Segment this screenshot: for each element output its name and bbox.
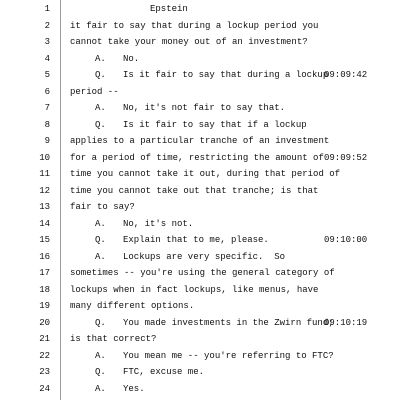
- line-text: No, it's not fair to say that.: [123, 103, 286, 113]
- line-number: 15: [39, 235, 50, 245]
- line-number: 19: [39, 301, 50, 311]
- line-number: 17: [39, 268, 50, 278]
- line-text: time you cannot take out that tranche; is that: [70, 185, 319, 196]
- speaker-label: Q.: [95, 235, 106, 245]
- transcript-line: [0, 199, 400, 215]
- line-number: 10: [39, 152, 50, 163]
- line-number: 1: [44, 4, 50, 14]
- transcript-line: [0, 282, 400, 298]
- line-number: 23: [39, 367, 50, 377]
- speaker-label: Q.: [95, 367, 106, 377]
- speaker-label: A.: [95, 350, 106, 361]
- line-number: 4: [44, 53, 50, 64]
- line-text: cannot take your money out of an investment?: [70, 37, 308, 47]
- line-text: You made investments in the Zwirn fund;: [123, 317, 334, 328]
- timestamp: 09:10:00: [324, 235, 368, 245]
- line-text: Is it fair to say that if a lockup: [123, 119, 307, 130]
- page-header-name: Epstein: [150, 4, 188, 14]
- transcript-line: [0, 84, 400, 100]
- line-number: 8: [44, 119, 50, 130]
- line-number: 18: [39, 284, 50, 295]
- transcript-line: [0, 51, 400, 67]
- line-text: You mean me -- you're referring to FTC?: [123, 350, 334, 361]
- line-text: is that correct?: [70, 334, 157, 344]
- speaker-label: Q.: [95, 70, 106, 80]
- transcript-line: [0, 249, 400, 265]
- line-text: No, it's not.: [123, 218, 194, 229]
- line-number: 2: [44, 20, 50, 31]
- line-number: 21: [39, 334, 50, 344]
- transcript-line: [0, 364, 400, 380]
- line-number: 24: [39, 383, 50, 394]
- line-text: No.: [123, 53, 140, 64]
- line-text: many different options.: [70, 301, 195, 311]
- transcript-line: [0, 18, 400, 34]
- transcript-line: [0, 265, 400, 281]
- transcript-line: [0, 381, 400, 397]
- line-text: Is it fair to say that during a lockup: [123, 70, 329, 80]
- transcript-line: [0, 331, 400, 347]
- line-number: 14: [39, 218, 50, 229]
- speaker-label: A.: [95, 383, 106, 394]
- transcript-line: [0, 315, 400, 331]
- speaker-label: A.: [95, 218, 106, 229]
- transcript-line: [0, 232, 400, 248]
- transcript-line: [0, 100, 400, 116]
- speaker-label: A.: [95, 251, 106, 262]
- transcript-line: [0, 298, 400, 314]
- speaker-label: A.: [95, 103, 106, 113]
- transcript-line: [0, 166, 400, 182]
- line-text: sometimes -- you're using the general category of: [70, 268, 335, 278]
- speaker-label: Q.: [95, 119, 106, 130]
- line-text: Yes.: [123, 383, 145, 394]
- transcript-line: [0, 183, 400, 199]
- line-number: 16: [39, 251, 50, 262]
- line-text: time you cannot take it out, during that period of: [70, 169, 341, 179]
- line-number: 22: [39, 350, 50, 361]
- line-number: 20: [39, 317, 50, 328]
- transcript-line: [0, 216, 400, 232]
- line-number: 13: [39, 202, 50, 212]
- speaker-label: A.: [95, 53, 106, 64]
- transcript-line: [0, 348, 400, 364]
- line-number: 11: [39, 169, 50, 179]
- line-text: applies to a particular tranche of an investment: [70, 136, 330, 146]
- transcript-line: [0, 117, 400, 133]
- line-number: 3: [44, 37, 50, 47]
- transcript-line: [0, 67, 400, 83]
- line-text: for a period of time, restricting the amount of: [70, 152, 324, 163]
- timestamp: 09:10:19: [324, 317, 368, 328]
- line-number: 5: [44, 70, 50, 80]
- line-text: lockups when in fact lockups, like menus, have: [70, 284, 319, 295]
- line-text: fair to say?: [70, 202, 135, 212]
- transcript-line: [0, 133, 400, 149]
- line-text: Lockups are very specific. So: [123, 251, 286, 262]
- line-number: 6: [44, 86, 50, 97]
- speaker-label: Q.: [95, 317, 106, 328]
- line-number: 7: [44, 103, 50, 113]
- timestamp: 09:09:42: [324, 70, 368, 80]
- transcript-line: [0, 1, 400, 17]
- line-text: it fair to say that during a lockup period you: [70, 20, 319, 31]
- timestamp: 09:09:52: [324, 152, 368, 163]
- line-text: period --: [70, 86, 119, 97]
- line-number: 9: [44, 136, 50, 146]
- line-number: 12: [39, 185, 50, 196]
- transcript-line: [0, 150, 400, 166]
- line-text: FTC, excuse me.: [123, 367, 205, 377]
- line-text: Explain that to me, please.: [123, 235, 269, 245]
- transcript-line: [0, 34, 400, 50]
